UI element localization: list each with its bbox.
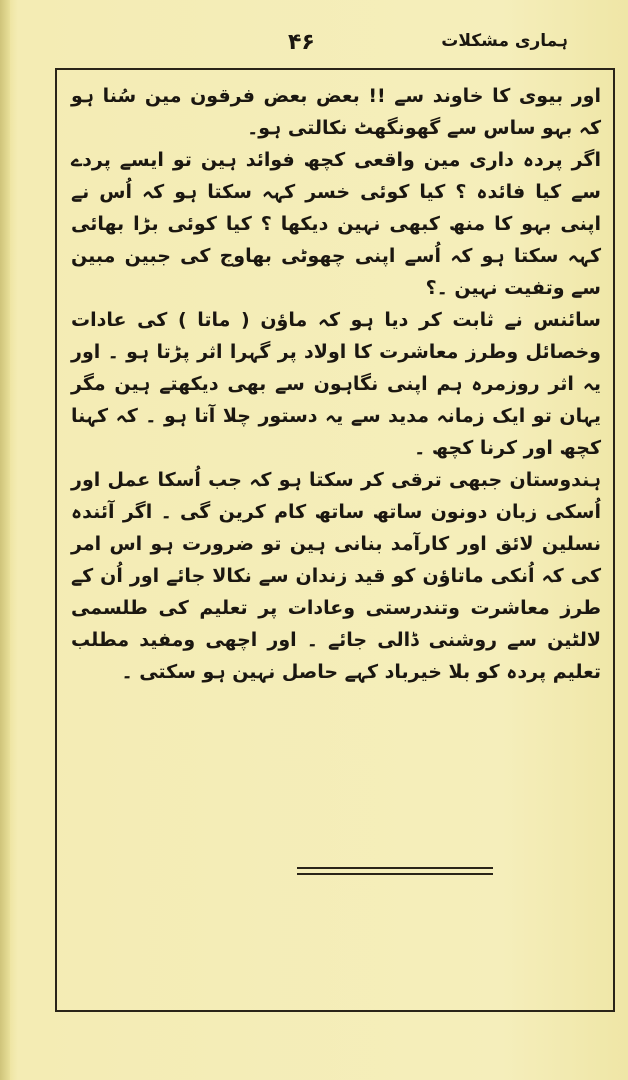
running-header-title: ہماری مشکلات [441, 31, 568, 51]
paragraph-2: اگر پردہ داری مین واقعی کچھ فوائد ہین تو ایسے پردے سے کیا فائدہ ؟ کیا کوئی خسر کہہ سکتا ہو کہ اُس نے اپنی بہو کا منھ کبھی نہین دیکھا ؟ کیا کوئی بڑا بھائی کہہ سکتا ہو کہ اُسے اپنی چھوٹی بھاوج کی جبین مبین سے وتفیت نہین ۔؟ [71, 149, 601, 299]
end-rule-top [297, 867, 493, 869]
paragraph-1: اور بیوی کا خاوند سے !! بعض بعض فرقون مین سُنا ہو کہ بہو ساس سے گھونگھٹ نکالتی ہو۔ [71, 85, 601, 139]
page-edge-shadow [0, 0, 10, 1080]
paragraph-3: سائنس نے ثابت کر دیا ہو کہ ماؤن ( ماتا ) کی عادات وخصائل وطرز معاشرت کا اولاد پر گہرا اثر پڑتا ہو ۔ اور یہ اثر روزمرہ ہم اپنی نگاہون سے بھی دیکھتے ہین مگر یہان تو ایک زمانہ مدید سے یہ دستور چلا آتا ہو ۔ کہ کہنا کچھ اور کرنا کچھ ۔ [71, 309, 601, 459]
end-rule-bottom [297, 873, 493, 875]
paragraph-4: ہندوستان جبھی ترقی کر سکتا ہو کہ جب اُسکا عمل اور اُسکی زبان دونون ساتھ ساتھ کام کرین گی ۔ اگر آئندہ نسلین لائق اور کارآمد بنانی ہین تو ضرورت ہو اس امر کی کہ اُنکی ماتاؤن کو قید زندان سے نکالا جائے اور اُن کے طرز معاشرت وتندرستی وعادات پر تعلیم کی طلسمی لالٹین سے روشنی ڈالی جائے ۔ اور اچھی ومفید مطلب تعلیم پردہ کو بلا خیرباد کہے حاصل نہین ہو سکتی ۔ [71, 469, 601, 683]
page-number: ۴۶ [288, 30, 315, 55]
text-frame [55, 68, 615, 1012]
body-text [71, 80, 601, 688]
